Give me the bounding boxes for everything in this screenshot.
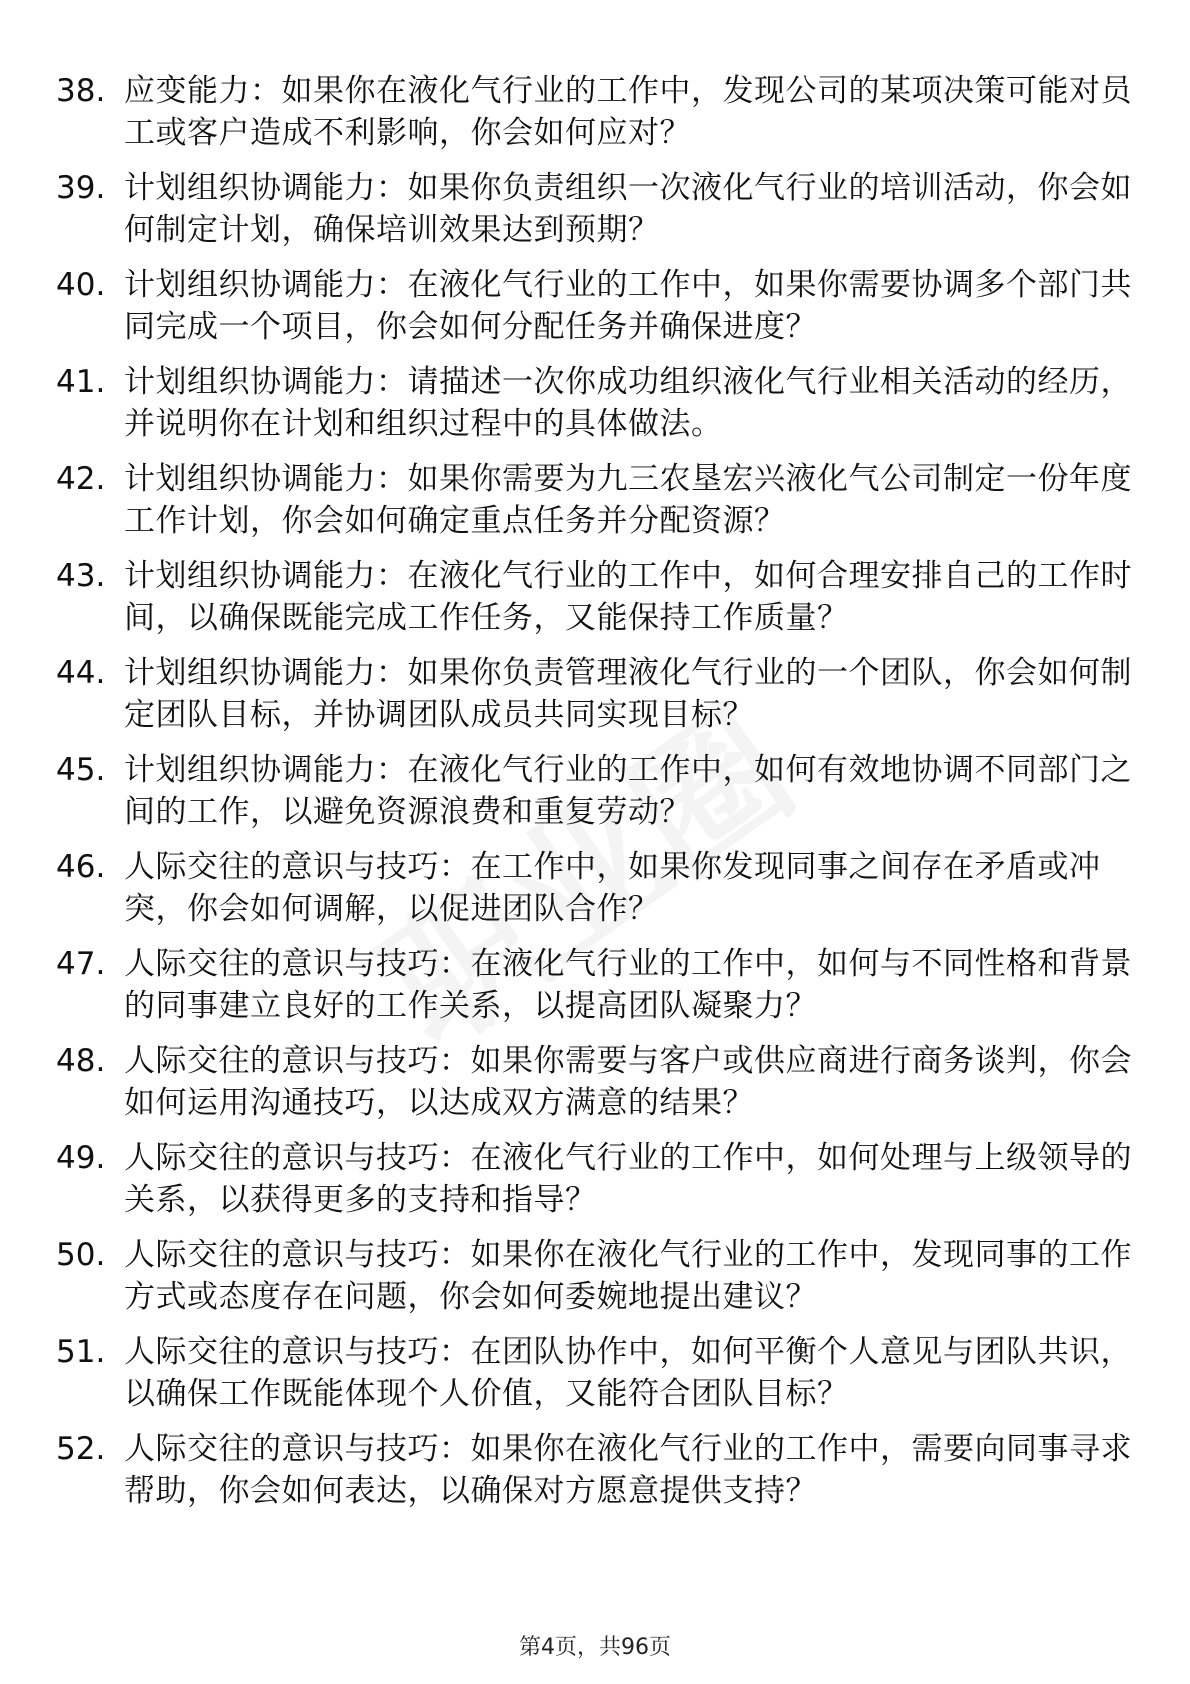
question-number: 40. <box>56 267 106 303</box>
question-text: 人际交往的意识与技巧：在工作中，如果你发现同事之间存在矛盾或冲突，你会如何调解，以促进团队合作？ <box>124 849 1101 927</box>
question-item-44 <box>56 652 1136 752</box>
question-number: 49. <box>56 1140 106 1176</box>
question-text: 计划组织协调能力：如果你需要为九三农垦宏兴液化气公司制定一份年度工作计划，你会如何确定重点任务并分配资源？ <box>124 461 1132 539</box>
question-item-47 <box>56 943 1136 1043</box>
question-text: 人际交往的意识与技巧：在液化气行业的工作中，如何与不同性格和背景的同事建立良好的工作关系，以提高团队凝聚力？ <box>124 946 1132 1024</box>
question-item-42 <box>56 458 1136 558</box>
question-item-40 <box>56 264 1136 364</box>
question-text: 计划组织协调能力：在液化气行业的工作中，如何有效地协调不同部门之间的工作，以避免资源浪费和重复劳动？ <box>124 752 1132 830</box>
question-text: 计划组织协调能力：请描述一次你成功组织液化气行业相关活动的经历，并说明你在计划和组织过程中的具体做法。 <box>124 364 1132 442</box>
question-text: 计划组织协调能力：在液化气行业的工作中，如果你需要协调多个部门共同完成一个项目，你会如何分配任务并确保进度？ <box>124 267 1132 345</box>
question-number: 38. <box>56 73 106 109</box>
question-number: 47. <box>56 946 106 982</box>
question-text: 人际交往的意识与技巧：在团队协作中，如何平衡个人意见与团队共识，以确保工作既能体现个人价值，又能符合团队目标？ <box>124 1334 1132 1412</box>
question-text: 人际交往的意识与技巧：如果你在液化气行业的工作中，发现同事的工作方式或态度存在问题，你会如何委婉地提出建议？ <box>124 1237 1132 1315</box>
question-item-51 <box>56 1331 1136 1431</box>
page-number-footer: 第4页，共96页 <box>519 1635 671 1660</box>
question-item-41 <box>56 361 1136 461</box>
question-item-50 <box>56 1234 1136 1334</box>
question-text: 计划组织协调能力：在液化气行业的工作中，如何合理安排自己的工作时间，以确保既能完成工作任务，又能保持工作质量？ <box>124 558 1132 636</box>
question-number: 46. <box>56 849 106 885</box>
question-number: 39. <box>56 170 106 206</box>
question-text: 应变能力：如果你在液化气行业的工作中，发现公司的某项决策可能对员工或客户造成不利影响，你会如何应对？ <box>124 73 1132 151</box>
question-item-49 <box>56 1137 1136 1237</box>
question-text: 人际交往的意识与技巧：如果你需要与客户或供应商进行商务谈判，你会如何运用沟通技巧，以达成双方满意的结果？ <box>124 1043 1132 1121</box>
question-item-38 <box>56 70 1136 170</box>
question-number: 51. <box>56 1334 106 1370</box>
question-number: 42. <box>56 461 106 497</box>
question-number: 52. <box>56 1431 106 1467</box>
question-text: 计划组织协调能力：如果你负责组织一次液化气行业的培训活动，你会如何制定计划，确保培训效果达到预期？ <box>124 170 1132 248</box>
question-item-45 <box>56 749 1136 849</box>
question-text: 人际交往的意识与技巧：如果你在液化气行业的工作中，需要向同事寻求帮助，你会如何表达，以确保对方愿意提供支持？ <box>124 1431 1132 1509</box>
question-number: 50. <box>56 1237 106 1273</box>
question-number: 41. <box>56 364 106 400</box>
question-number: 45. <box>56 752 106 788</box>
question-item-43 <box>56 555 1136 655</box>
question-item-52 <box>56 1428 1136 1528</box>
question-number: 48. <box>56 1043 106 1079</box>
question-item-39 <box>56 167 1136 267</box>
question-text: 人际交往的意识与技巧：在液化气行业的工作中，如何处理与上级领导的关系，以获得更多的支持和指导？ <box>124 1140 1132 1218</box>
question-text: 计划组织协调能力：如果你负责管理液化气行业的一个团队，你会如何制定团队目标，并协调团队成员共同实现目标？ <box>124 655 1132 733</box>
question-item-48 <box>56 1040 1136 1140</box>
question-number: 43. <box>56 558 106 594</box>
question-item-46 <box>56 846 1136 946</box>
question-number: 44. <box>56 655 106 691</box>
